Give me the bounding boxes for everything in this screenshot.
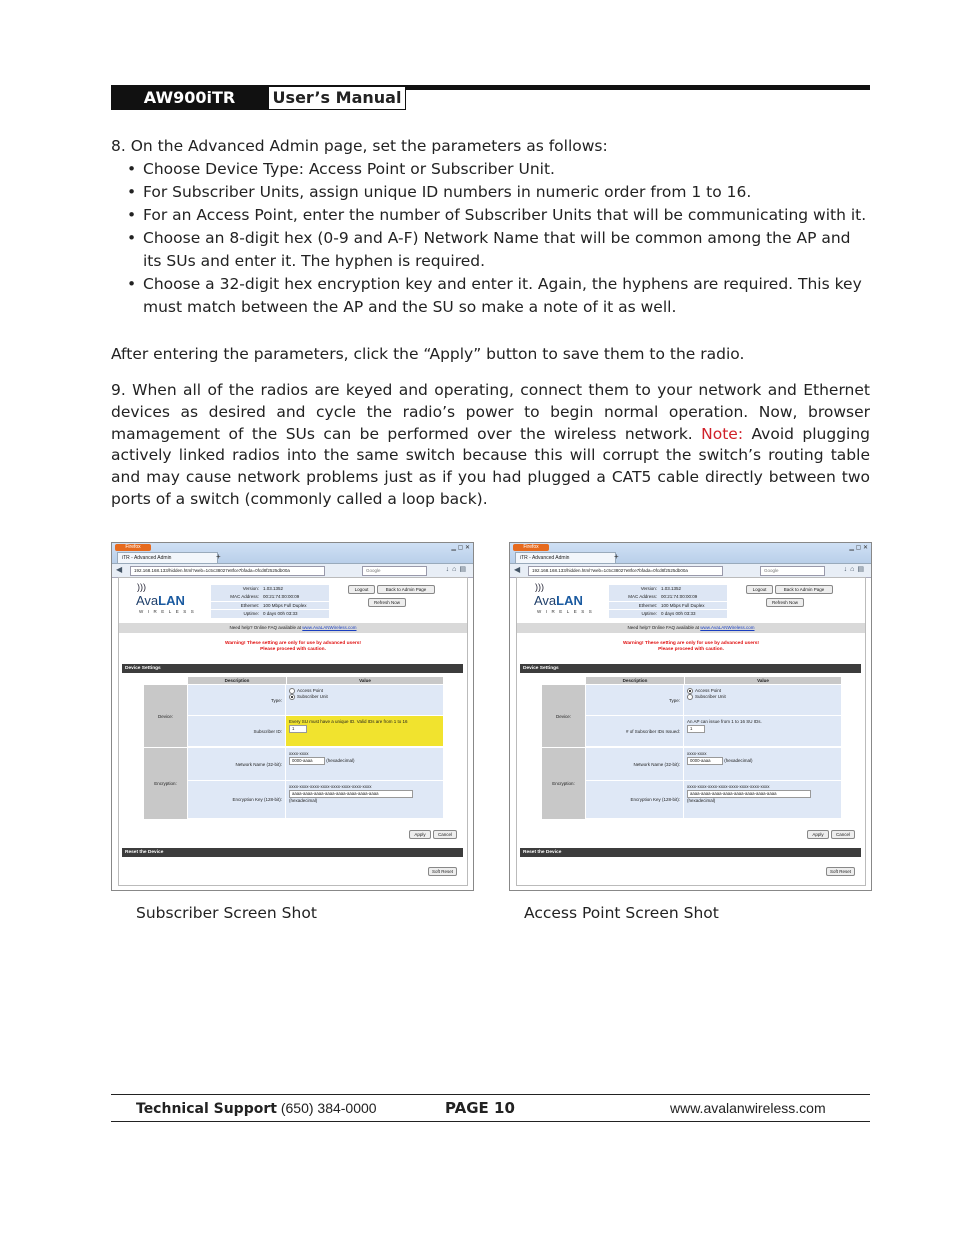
toolbar-icons: ↓⌂▤	[445, 566, 469, 573]
logo-subtitle: WIRELESS	[139, 609, 199, 614]
url-field: 192.168.168.133/hidden.html?web=1c5c38027e8fce7bfada=0fcd8f2525db00a	[130, 566, 325, 576]
note-label: Note:	[701, 424, 744, 443]
bullet-item: • For Subscriber Units, assign unique ID numbers in numeric order from 1 to 16.	[127, 181, 870, 204]
back-arrow-icon: ◀	[514, 565, 521, 574]
browser-tab: iTR - Advanced Admin	[117, 552, 218, 563]
browser-tab-bar	[112, 543, 473, 564]
logout-button: Logout	[746, 585, 773, 594]
warning-text: Warning! These setting are only for use by advanced users! Please proceed with caution.	[622, 641, 760, 652]
bullet-item: • Choose a 32-digit hex encryption key and enter it. Again, the hyphens are required. This key must match between the AP and the SU so make a note of it as well.	[127, 273, 870, 319]
model-label: AW900iTR	[111, 86, 268, 110]
apply-instruction: After entering the parameters, click the “Apply” button to save them to the radio.	[111, 345, 745, 363]
admin-page	[118, 577, 468, 886]
apply-button: Apply	[807, 830, 829, 839]
new-tab-icon: +	[614, 552, 619, 561]
settings-table: Description Value Device: Type: Access Point Subscriber Unit Subscriber ID: Every SU must have a unique ID. Valid IDs are from 1 to 16 1 Encryption: Network Name (32-bit): xxxx-xxxx 0000-aaaa (hexadecimal) Encryption Key (128-bit): xxxx-xxxx-xxxx-xxxx-xxxx-xxxx-xxxx-xxxx aaaa-aaaa-aaaa-aaaa-aaaa-aaaa-aaaa-aaaa (hexadecimal)	[144, 677, 443, 819]
bullet-item: • Choose an 8-digit hex (0-9 and A-F) Network Name that will be common among the AP and its SUs and enter it. The hyphen is required.	[127, 227, 870, 273]
subscriber-screenshot	[111, 542, 474, 891]
browser-url-bar	[510, 564, 871, 578]
firefox-menu-button: Firefox	[115, 544, 151, 551]
window-controls-icon: ▁ ▢ ✕	[451, 545, 470, 551]
website: www.avalanwireless.com	[670, 1100, 826, 1116]
soft-reset-button: Soft Reset	[428, 867, 457, 876]
bullet-item: • For an Access Point, enter the number of Subscriber Units that will be communicating with it.	[127, 204, 870, 227]
logo-subtitle: WIRELESS	[537, 609, 597, 614]
url-field: 192.168.168.133/hidden.html?web=1c5c38027e8fce7bfada=0fcd8f2525db00a	[528, 566, 723, 576]
warning-text: Warning! These setting are only for use by advanced users! Please proceed with caution.	[224, 641, 362, 652]
device-settings-bar: Device Settings	[122, 664, 463, 673]
support-label: Technical Support	[136, 1101, 277, 1117]
search-field: Google	[760, 566, 825, 576]
step-8-bullets	[127, 158, 870, 319]
footer-rule-top	[111, 1094, 870, 1095]
step-9-warning-text: Avoid plugging actively linked radios into the same switch because this will corrupt the switch’s routing table and may cause network problems just as if you had plugged a CAT5 cable directly between two ports of a switch (commonly called a loop back).	[111, 424, 871, 508]
subscriber-caption: Subscriber Screen Shot	[136, 904, 317, 922]
help-bar: Need help? Online FAQ available at www.AvaLANWireless.com	[119, 623, 467, 633]
reset-device-bar: Reset the Device	[520, 848, 861, 857]
settings-table: Description Value Device: Type: Access Point Subscriber Unit # of Subscriber IDs Issued: An AP can issue from 1 to 16 SU IDs. 1 Encryption: Network Name (32-bit): xxxx-xxxx 0000-aaaa (hexadecimal) Encryption Key (128-bit): xxxx-xxxx-xxxx-xxxx-xxxx-xxxx-xxxx-xxxx aaaa-aaaa-aaaa-aaaa-aaaa-aaaa-aaaa-aaaa (hexadecimal)	[542, 677, 841, 819]
new-tab-icon: +	[216, 552, 221, 561]
browser-url-bar	[112, 564, 473, 578]
avalan-logo: AvaLAN	[534, 593, 583, 608]
footer-rule-bottom	[111, 1121, 870, 1122]
wifi-icon: )))	[137, 582, 146, 592]
support-phone: (650) 384-0000	[276, 1100, 377, 1116]
back-arrow-icon: ◀	[116, 565, 123, 574]
window-controls-icon: ▁ ▢ ✕	[849, 545, 868, 551]
manual-title: User’s Manual	[268, 86, 406, 110]
step-9-paragraph	[111, 380, 870, 511]
avalan-logo: AvaLAN	[136, 593, 185, 608]
technical-support	[136, 1098, 377, 1119]
help-bar: Need help? Online FAQ available at www.AvaLANWireless.com	[517, 623, 865, 633]
back-to-admin-button: Back to Admin Page	[775, 585, 833, 594]
browser-tab: iTR - Advanced Admin	[515, 552, 616, 563]
search-field: Google	[362, 566, 427, 576]
admin-page	[516, 577, 866, 886]
logout-button: Logout	[348, 585, 375, 594]
device-settings-bar: Device Settings	[520, 664, 861, 673]
cancel-button: Cancel	[831, 830, 855, 839]
access-point-caption: Access Point Screen Shot	[524, 904, 719, 922]
step-8-intro: 8. On the Advanced Admin page, set the parameters as follows:	[111, 137, 608, 155]
browser-tab-bar	[510, 543, 871, 564]
cancel-button: Cancel	[433, 830, 457, 839]
bullet-item: • Choose Device Type: Access Point or Subscriber Unit.	[127, 158, 870, 181]
refresh-button: Refresh Now	[766, 598, 804, 607]
device-info: Version: 1.03.1352 MAC Address: 00:21:74:00:00:09 Ethernet: 100 Mbps Full Duplex Uptime: 0 days 00h 03:33	[211, 585, 329, 618]
toolbar-icons: ↓⌂▤	[843, 566, 867, 573]
step-9-text: 9. When all of the radios are keyed and operating, connect them to your network and Ethernet devices as desired and cycle the radio’s power to begin normal operation. Now, browser mamagement of the SUs can be performed over the wireless network.	[111, 381, 870, 443]
refresh-button: Refresh Now	[368, 598, 406, 607]
apply-button: Apply	[409, 830, 431, 839]
page-number: PAGE 10	[445, 1099, 515, 1117]
soft-reset-button: Soft Reset	[826, 867, 855, 876]
wifi-icon: )))	[535, 582, 544, 592]
device-info: Version: 1.03.1352 MAC Address: 00:21:74:00:00:09 Ethernet: 100 Mbps Full Duplex Uptime: 0 days 00h 03:33	[609, 585, 727, 618]
access-point-screenshot	[509, 542, 872, 891]
reset-device-bar: Reset the Device	[122, 848, 463, 857]
back-to-admin-button: Back to Admin Page	[377, 585, 435, 594]
firefox-menu-button: Firefox	[513, 544, 549, 551]
